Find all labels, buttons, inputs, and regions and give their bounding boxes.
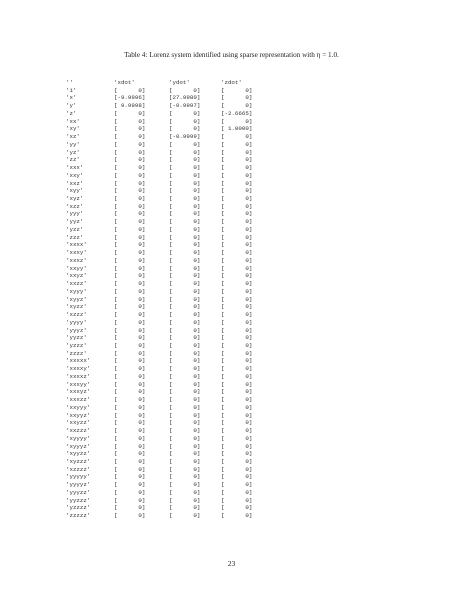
table-cell-term: 'xxxxy' [66,365,91,373]
table-cell-ydot: [ 0] [169,117,201,125]
table-cell-zdot: [ 0] [221,357,253,365]
table-cell-term: 'xxxxz' [66,372,91,380]
table-row [66,202,253,211]
table-cell-zdot: [ 0] [221,94,253,102]
table-row [66,380,253,389]
table-row [66,496,253,505]
table-cell-ydot: [ 0] [169,179,201,187]
table-cell-ydot: [ 0] [169,295,201,303]
table-cell-ydot: [ 0] [169,326,201,334]
table-cell-ydot: [ 0] [169,357,201,365]
table-cell-xdot: [ 0] [114,218,146,226]
table-cell-ydot: [ 0] [169,334,201,342]
table-row [66,249,253,257]
table-cell-zdot: [ 0] [221,140,253,148]
table-cell-term: 'z' [66,109,77,117]
table-cell-zdot: [ 0] [221,195,253,203]
table-cell-term: 'yz' [66,148,80,156]
table-cell-xdot: [ 0] [114,396,146,404]
table-cell-term: 'zzz' [66,233,84,241]
table-cell-term: 'xxyyy' [66,403,91,411]
table-cell-zdot: [ 0] [221,349,253,357]
table-cell-ydot: [ 0] [169,187,201,195]
table-cell-ydot: [27.9980] [169,94,201,102]
table-cell-xdot: [ 0] [114,249,146,257]
table-row [66,326,253,335]
table-cell-term: 'yyyy' [66,318,87,326]
table-cell-term: 'x' [66,94,77,102]
table-cell-zdot: [ 0] [221,419,253,427]
table-cell-term: '1' [66,86,77,94]
table-cell-zdot: [ 0] [221,164,253,172]
table-cell-term: 'yy' [66,140,80,148]
table-row [66,473,253,481]
table-cell-ydot: [ 0] [169,109,201,117]
table-cell-xdot: [ 0] [114,171,146,179]
table-cell-xdot: [ 0] [114,187,146,195]
table-cell-xdot: [ 0] [114,86,146,94]
table-cell-ydot: [ 0] [169,380,201,388]
table-cell-ydot: [ 0] [169,272,201,280]
table-cell-xdot: [-9.9996] [114,94,146,102]
table-cell-zdot: [ 0] [221,326,253,334]
table-cell-zdot: [ 0] [221,341,253,349]
table-cell-ydot: [ 0] [169,457,201,465]
table-cell-zdot: [ 0] [221,512,253,520]
table-cell-term: 'xxy' [66,171,84,179]
table-cell-term: 'xxxyz' [66,388,91,396]
table-row [66,504,253,512]
table-row [66,179,253,188]
table-cell-zdot: [ 0] [221,481,253,489]
header-cell-zdot: 'zdot' [221,79,242,86]
table-row [66,109,253,118]
table-row [66,411,253,420]
table-cell-ydot: [ 0] [169,372,201,380]
table-cell-term: 'xxx' [66,164,84,172]
table-cell-xdot: [ 0] [114,148,146,156]
table-cell-term: 'xz' [66,133,80,141]
table-cell-xdot: [ 0] [114,295,146,303]
table-cell-term: 'xxxxx' [66,357,91,365]
table-cell-term: 'yyyz' [66,326,87,334]
table-cell-zdot: [ 0] [221,318,253,326]
table-cell-xdot: [ 0] [114,450,146,458]
table-header-row [66,79,242,87]
table-cell-xdot: [ 0] [114,403,146,411]
table-cell-xdot: [ 0] [114,457,146,465]
table-cell-zdot: [ 0] [221,133,253,141]
table-cell-term: 'xyy' [66,187,84,195]
table-row [66,403,253,412]
table-cell-ydot: [ 0] [169,140,201,148]
table-cell-zdot: [ 0] [221,388,253,396]
table-cell-zdot: [ 0] [221,117,253,125]
table-cell-xdot: [ 0] [114,133,146,141]
table-cell-zdot: [ 0] [221,303,253,311]
table-cell-xdot: [ 0] [114,380,146,388]
table-cell-ydot: [ 0] [169,341,201,349]
table-cell-term: 'yyz' [66,218,84,226]
table-row [66,419,253,427]
table-cell-ydot: [ 0] [169,195,201,203]
table-row [66,450,253,458]
table-cell-term: 'zzzz' [66,349,87,357]
table-cell-xdot: [ 0] [114,179,146,187]
table-row [66,341,253,350]
table-row [66,372,253,381]
table-row [66,256,253,265]
table-cell-term: 'xyyzz' [66,450,91,458]
table-cell-zdot: [ 0] [221,171,253,179]
table-cell-zdot: [ 0] [221,427,253,435]
table-cell-xdot: [ 0] [114,256,146,264]
table-cell-term: 'xzz' [66,202,84,210]
table-cell-xdot: [ 0] [114,427,146,435]
table-row [66,148,253,157]
table-row [66,272,253,280]
table-cell-xdot: [ 0] [114,272,146,280]
table-cell-ydot: [ 0] [169,504,201,512]
table-cell-term: 'xxxyy' [66,380,91,388]
table-row [66,388,253,396]
table-cell-zdot: [ 0] [221,280,253,288]
table-cell-ydot: [ 0] [169,156,201,164]
table-cell-xdot: [ 0] [114,349,146,357]
table-cell-term: 'xyyz' [66,295,87,303]
table-cell-xdot: [ 0] [114,109,146,117]
table-cell-zdot: [ 0] [221,264,253,272]
table-cell-term: 'yyyyz' [66,481,91,489]
table-cell-xdot: [ 0] [114,357,146,365]
table-row [66,171,253,180]
table-row [66,241,253,249]
table-row [66,427,253,435]
table-row [66,86,253,95]
table-cell-ydot: [ 0] [169,210,201,218]
table-cell-xdot: [ 0] [114,488,146,496]
table-cell-ydot: [ 0] [169,442,201,450]
table-cell-ydot: [ 0] [169,233,201,241]
table-cell-term: 'yzzzz' [66,504,91,512]
table-cell-zdot: [ 0] [221,225,253,233]
table-row [66,357,253,365]
table-cell-zdot: [ 0] [221,396,253,404]
table-cell-xdot: [ 0] [114,303,146,311]
table-cell-xdot: [ 0] [114,341,146,349]
table-cell-term: 'xxxy' [66,249,87,257]
table-cell-term: 'yzz' [66,225,84,233]
table-row [66,512,253,520]
table-cell-ydot: [ 0] [169,419,201,427]
table-cell-zdot: [ 0] [221,249,253,257]
table-cell-ydot: [ 0] [169,465,201,473]
table-cell-ydot: [-0.9999] [169,133,201,141]
table-cell-xdot: [ 0] [114,512,146,520]
table-cell-term: 'yyzz' [66,334,87,342]
table-cell-zdot: [ 0] [221,148,253,156]
table-cell-zdot: [ 0] [221,403,253,411]
table-row [66,442,253,451]
table-row [66,396,253,404]
table-cell-ydot: [-0.9997] [169,102,201,110]
table-cell-xdot: [ 0] [114,434,146,442]
table-cell-ydot: [ 0] [169,303,201,311]
table-cell-xdot: [ 0] [114,287,146,295]
table-cell-zdot: [ 0] [221,295,253,303]
table-cell-ydot: [ 0] [169,148,201,156]
table-cell-zdot: [ 0] [221,465,253,473]
table-row [66,210,253,218]
table-cell-zdot: [ 0] [221,256,253,264]
table-cell-zdot: [ 0] [221,434,253,442]
table-cell-xdot: [ 0] [114,311,146,319]
table-cell-xdot: [ 0] [114,195,146,203]
table-cell-term: 'y' [66,102,77,110]
table-cell-term: 'xyyyy' [66,434,91,442]
table-row [66,102,253,110]
table-cell-xdot: [ 0] [114,318,146,326]
table-cell-xdot: [ 0] [114,225,146,233]
table-cell-zdot: [ 0] [221,187,253,195]
table-cell-ydot: [ 0] [169,202,201,210]
table-cell-xdot: [ 0] [114,372,146,380]
table-cell-term: 'xxyzz' [66,419,91,427]
table-cell-zdot: [ 0] [221,365,253,373]
table-cell-xdot: [ 0] [114,473,146,481]
table-cell-ydot: [ 0] [169,280,201,288]
table-cell-ydot: [ 0] [169,434,201,442]
table-row [66,465,253,474]
table-cell-term: 'xxyyz' [66,411,91,419]
table-cell-zdot: [ 0] [221,233,253,241]
table-cell-zdot: [ 0] [221,241,253,249]
table-cell-term: 'yzzz' [66,341,87,349]
table-cell-term: 'xyzzz' [66,457,91,465]
table-cell-ydot: [ 0] [169,241,201,249]
table-cell-ydot: [ 0] [169,86,201,94]
table-cell-ydot: [ 0] [169,287,201,295]
table-cell-xdot: [ 0] [114,210,146,218]
table-cell-xdot: [ 0] [114,419,146,427]
table-cell-ydot: [ 0] [169,427,201,435]
table-cell-xdot: [ 0] [114,504,146,512]
table-cell-xdot: [ 0] [114,465,146,473]
table-cell-zdot: [ 0] [221,287,253,295]
table-row [66,125,253,133]
table-row [66,280,253,288]
table-cell-term: 'zzzzz' [66,512,91,520]
table-cell-xdot: [ 0] [114,481,146,489]
table-row [66,187,253,195]
table-cell-term: 'zz' [66,156,80,164]
table-cell-ydot: [ 0] [169,164,201,172]
table-row [66,264,253,273]
table-cell-xdot: [ 0] [114,156,146,164]
table-row [66,117,253,126]
table-cell-ydot: [ 0] [169,171,201,179]
header-cell-ydot: 'ydot' [169,79,190,86]
table-cell-zdot: [ 0] [221,496,253,504]
table-row [66,225,253,234]
table-cell-xdot: [ 0] [114,442,146,450]
table-cell-term: 'xx' [66,117,80,125]
table-row [66,365,253,373]
page-number: 23 [227,559,236,568]
table-cell-term: 'xyyy' [66,287,87,295]
header-cell-term: '' [66,79,73,86]
table-cell-term: 'xxyy' [66,264,87,272]
table-row [66,164,253,172]
table-cell-term: 'xyz' [66,195,84,203]
table-cell-zdot: [ 0] [221,488,253,496]
table-cell-xdot: [ 0] [114,334,146,342]
table-row [66,156,253,164]
table-cell-zdot: [ 0] [221,179,253,187]
table-cell-ydot: [ 0] [169,218,201,226]
table-cell-ydot: [ 0] [169,125,201,133]
table-cell-xdot: [ 0] [114,241,146,249]
table-cell-ydot: [ 0] [169,365,201,373]
table-cell-term: 'xxyz' [66,272,87,280]
table-cell-zdot: [ 0] [221,473,253,481]
table-cell-term: 'xy' [66,125,80,133]
table-cell-ydot: [ 0] [169,264,201,272]
table-row [66,318,253,327]
table-row [66,488,253,497]
table-row [66,94,253,102]
table-row [66,434,253,443]
header-cell-xdot: 'xdot' [114,79,135,86]
table-cell-term: 'xxzzz' [66,427,91,435]
table-cell-zdot: [-2.6665] [221,109,253,117]
table-cell-ydot: [ 0] [169,496,201,504]
table-cell-xdot: [ 0] [114,388,146,396]
table-cell-ydot: [ 0] [169,318,201,326]
table-cell-ydot: [ 0] [169,396,201,404]
table-cell-term: 'yyyzz' [66,488,91,496]
table-cell-xdot: [ 0] [114,125,146,133]
table-row [66,140,253,149]
table-cell-ydot: [ 0] [169,388,201,396]
table-row [66,295,253,304]
table-cell-ydot: [ 0] [169,256,201,264]
table-cell-zdot: [ 1.0000] [221,125,253,133]
table-row [66,287,253,296]
table-cell-xdot: [ 0] [114,140,146,148]
table-cell-xdot: [ 0] [114,411,146,419]
table-cell-zdot: [ 0] [221,504,253,512]
table-cell-xdot: [ 0] [114,164,146,172]
table-cell-zdot: [ 0] [221,202,253,210]
table-cell-xdot: [ 0] [114,202,146,210]
table-cell-xdot: [ 0] [114,326,146,334]
table-cell-ydot: [ 0] [169,225,201,233]
table-row [66,334,253,342]
table-cell-zdot: [ 0] [221,372,253,380]
table-cell-ydot: [ 0] [169,411,201,419]
table-cell-ydot: [ 0] [169,512,201,520]
table-cell-ydot: [ 0] [169,473,201,481]
table-row [66,218,253,226]
table-cell-xdot: [ 0] [114,365,146,373]
table-cell-term: 'xzzzz' [66,465,91,473]
table-cell-zdot: [ 0] [221,311,253,319]
table-row [66,311,253,319]
table-cell-term: 'xyzz' [66,303,87,311]
table-cell-ydot: [ 0] [169,349,201,357]
table-cell-zdot: [ 0] [221,457,253,465]
table-cell-term: 'xyyyz' [66,442,91,450]
table-cell-zdot: [ 0] [221,210,253,218]
table-cell-ydot: [ 0] [169,488,201,496]
table-cell-zdot: [ 0] [221,442,253,450]
table-row [66,133,253,141]
table-cell-ydot: [ 0] [169,450,201,458]
table-cell-term: 'yyzzz' [66,496,91,504]
table-caption [0,51,463,59]
table-cell-term: 'yyy' [66,210,84,218]
table-cell-zdot: [ 0] [221,334,253,342]
table-cell-term: 'yyyyy' [66,473,91,481]
table-cell-zdot: [ 0] [221,411,253,419]
table-cell-xdot: [ 0] [114,233,146,241]
table-cell-zdot: [ 0] [221,218,253,226]
table-row [66,481,253,489]
table-cell-zdot: [ 0] [221,86,253,94]
table-row [66,233,253,242]
table-cell-ydot: [ 0] [169,403,201,411]
table-cell-zdot: [ 0] [221,450,253,458]
table-cell-zdot: [ 0] [221,102,253,110]
table-cell-ydot: [ 0] [169,481,201,489]
table-caption-label: Table 4: [124,51,148,59]
table-row [66,195,253,203]
table-caption-text: Lorenz system identified using sparse representation with η = 1.0. [149,51,339,59]
table-row [66,303,253,311]
table-cell-xdot: [ 0] [114,264,146,272]
table-cell-xdot: [ 0] [114,280,146,288]
table-cell-ydot: [ 0] [169,311,201,319]
table-cell-term: 'xzzz' [66,311,87,319]
table-cell-xdot: [ 9.9998] [114,102,146,110]
table-cell-zdot: [ 0] [221,272,253,280]
table-cell-term: 'xxz' [66,179,84,187]
table-cell-zdot: [ 0] [221,380,253,388]
table-cell-ydot: [ 0] [169,249,201,257]
table-cell-term: 'xxxz' [66,256,87,264]
table-cell-term: 'xxxzz' [66,396,91,404]
table-cell-term: 'xxxx' [66,241,87,249]
table-cell-term: 'xxzz' [66,280,87,288]
table-cell-xdot: [ 0] [114,117,146,125]
table-row [66,457,253,466]
table-row [66,349,253,358]
table-cell-zdot: [ 0] [221,156,253,164]
table-cell-xdot: [ 0] [114,496,146,504]
coefficient-table [66,79,253,520]
